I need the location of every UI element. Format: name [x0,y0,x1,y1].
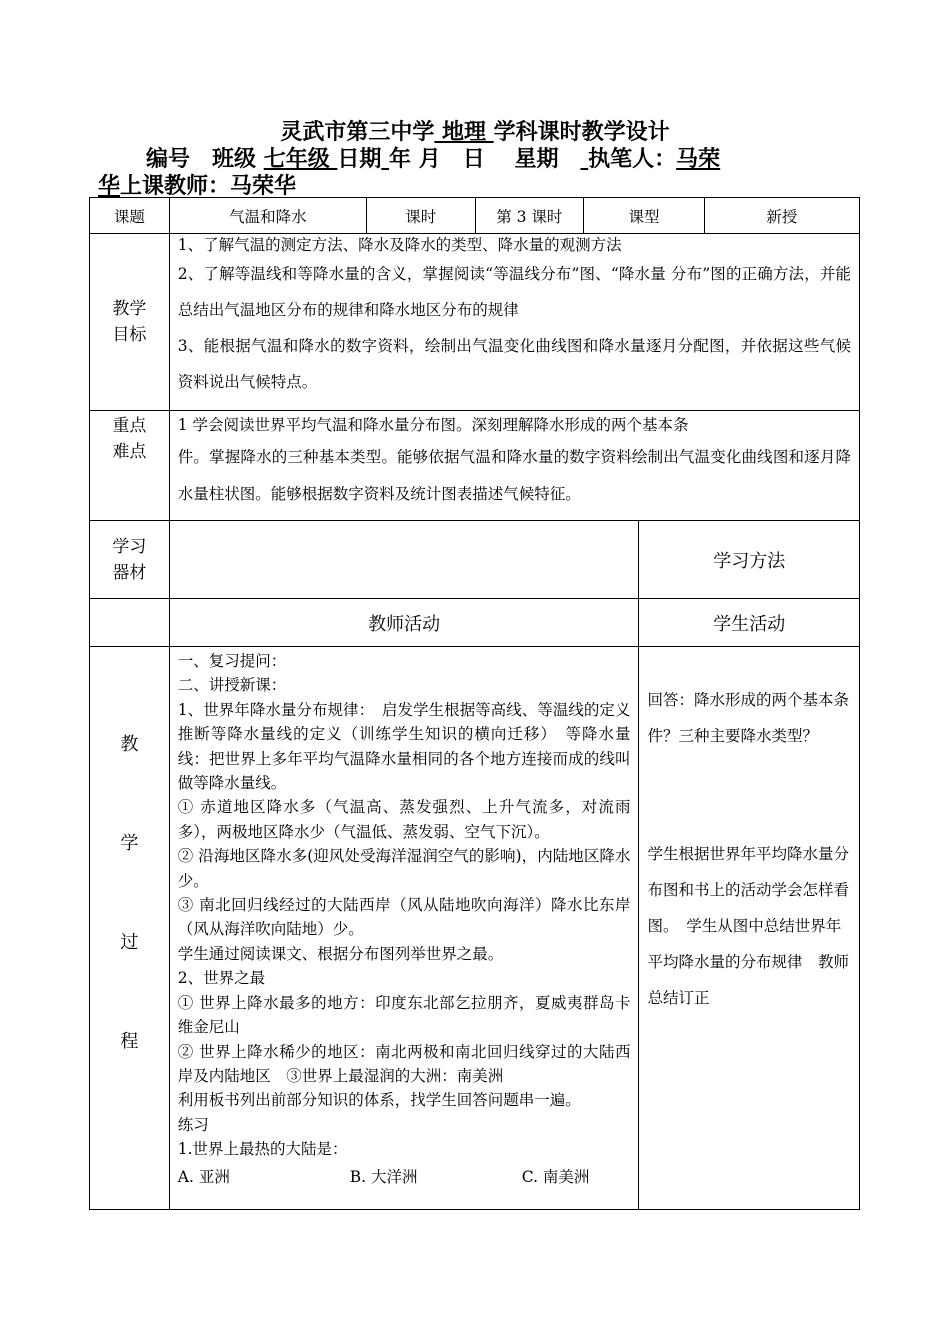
document-title [0,117,950,147]
option-a: A. 亚洲 [177,1167,230,1186]
title-prefix: 灵武市第三中学 [280,119,435,145]
teacher-line: 利用板书列出前部分知识的体系，找学生回答问题串一遍。 [177,1091,581,1110]
teacher-activity-header: 教师活动 [169,599,639,647]
student-activity: 学生根据世界年平均降水量分布图和书上的活动学会怎样看图。 学生从图中总结世界年平均降水量的分布规律 教师总结订正 [647,845,849,1007]
meta-grade: 七年级 [263,146,338,172]
teacher-line: 2、世界之最 [177,969,266,988]
goal-line-2: 2、了解等温线和等降水量的含义，掌握阅读“等温线分布”图、“降水量 分布”图的正确方法，并能总结出气温地区分布的规律和降水地区分布的规律 [177,265,851,319]
teacher-line: ① 赤道地区降水多（气温高、蒸发强烈、上升气流多，对流雨多），两极地区降水少（气温低、蒸发弱、空气下沉）。 [177,798,631,841]
teacher-line: ② 沿海地区降水多(迎风处受海洋湿润空气的影响)，内陆地区降水少。 [177,847,631,890]
meta-date: 日期 [337,146,382,172]
process-row [90,647,860,1210]
materials-row [90,521,860,599]
meta-year: 年 [389,146,412,172]
period-label: 课时 [366,198,475,234]
document-meta [98,146,858,200]
key-line-1: 1 学会阅读世界平均气温和降水量分布图。深刻理解降水形成的两个基本条 [177,416,689,434]
process-label: 教 学 过 程 [90,647,170,1210]
meta-writer-name-1: 马荣 [676,146,721,172]
meta-date-blank [381,146,389,172]
teacher-line: 二、讲授新课： [177,676,287,695]
teacher-line: ③ 南北回归线经过的大陆西岸（风从陆地吹向海洋）降水比东岸（风从海洋吹向陆地）少。 [177,896,631,939]
type-label: 课型 [584,198,705,234]
options-line [178,1162,631,1192]
type-value: 新授 [704,198,859,234]
topic-value: 气温和降水 [169,198,366,234]
teacher-line: 练习 [177,1115,209,1134]
key-line-2: 件。掌握降水的三种基本类型。能够依据气温和降水量的数字资料绘制出气温变化曲线图和逐月降水量柱状图。能够根据数字资料及统计图表描述气候特征。 [177,448,851,503]
goals-row [90,234,860,411]
teacher-line: ① 世界上降水最多的地方：印度东北部乞拉朋齐，夏威夷群岛卡维金尼山 [177,993,631,1037]
teacher-line: 1.世界上最热的大陆是： [177,1140,348,1159]
topic-row [90,198,860,234]
goals-content [169,234,859,411]
teacher-line: ② 世界上降水稀少的地区：南北两极和南北回归线穿过的大陆西岸及内陆地区 ③世界上最湿润的大洲：南美洲 [177,1042,631,1085]
activity-header-row [90,599,860,647]
key-points-label: 重点 难点 [90,411,170,521]
teacher-line: 1、世界年降水量分布规律： 启发学生根据等高线、等温线的定义推断等降水量线的定义（训练学生知识的横向迁移） 等降水量线：把世界上多年平均气温降水量相同的各个地方连接而成的线叫做等降水量线。 [177,700,631,793]
goal-line-1: 1、了解气温的测定方法、降水及降水的类型、降水量的观测方法 [177,236,622,254]
student-activity-content [639,647,860,1210]
meta-writer: 执笔人： [588,146,677,172]
student-answer: 回答：降水形成的两个基本条件？三种主要降水类型？ [647,691,849,745]
teacher-activity-content [169,647,639,1210]
meta-week: 星期 [514,146,559,172]
student-activity-header: 学生活动 [639,599,860,647]
key-points-content [169,411,859,521]
materials-label: 学习 器材 [90,521,170,599]
teacher-line: 学生通过阅读课文、根据分布图列举世界之最。 [177,944,504,963]
title-subject: 地理 [434,119,494,145]
materials-content [169,521,639,599]
goal-line-3: 3、能根据气温和降水的数字资料，绘制出气温变化曲线图和降水量逐月分配图，并依据这些气候资料说出气候特点。 [177,337,851,391]
meta-writer-name-2: 华 [98,173,121,199]
meta-teacher: 上课教师：马荣华 [120,173,297,199]
option-c: C. 南美洲 [521,1167,590,1186]
lesson-plan-table [89,197,860,1210]
meta-day: 日 [462,146,485,172]
teacher-line: 一、复习提问： [177,652,287,670]
meta-month: 月 [418,146,441,172]
method-label: 学习方法 [639,521,860,599]
meta-code: 编号 班级 [146,146,257,172]
key-points-row [90,411,860,521]
goals-label: 教学 目标 [90,234,170,411]
period-value: 第 3 课时 [475,198,584,234]
topic-label: 课题 [90,198,170,234]
option-b: B. 大洋洲 [349,1167,418,1186]
title-suffix: 学科课时教学设计 [493,119,670,145]
